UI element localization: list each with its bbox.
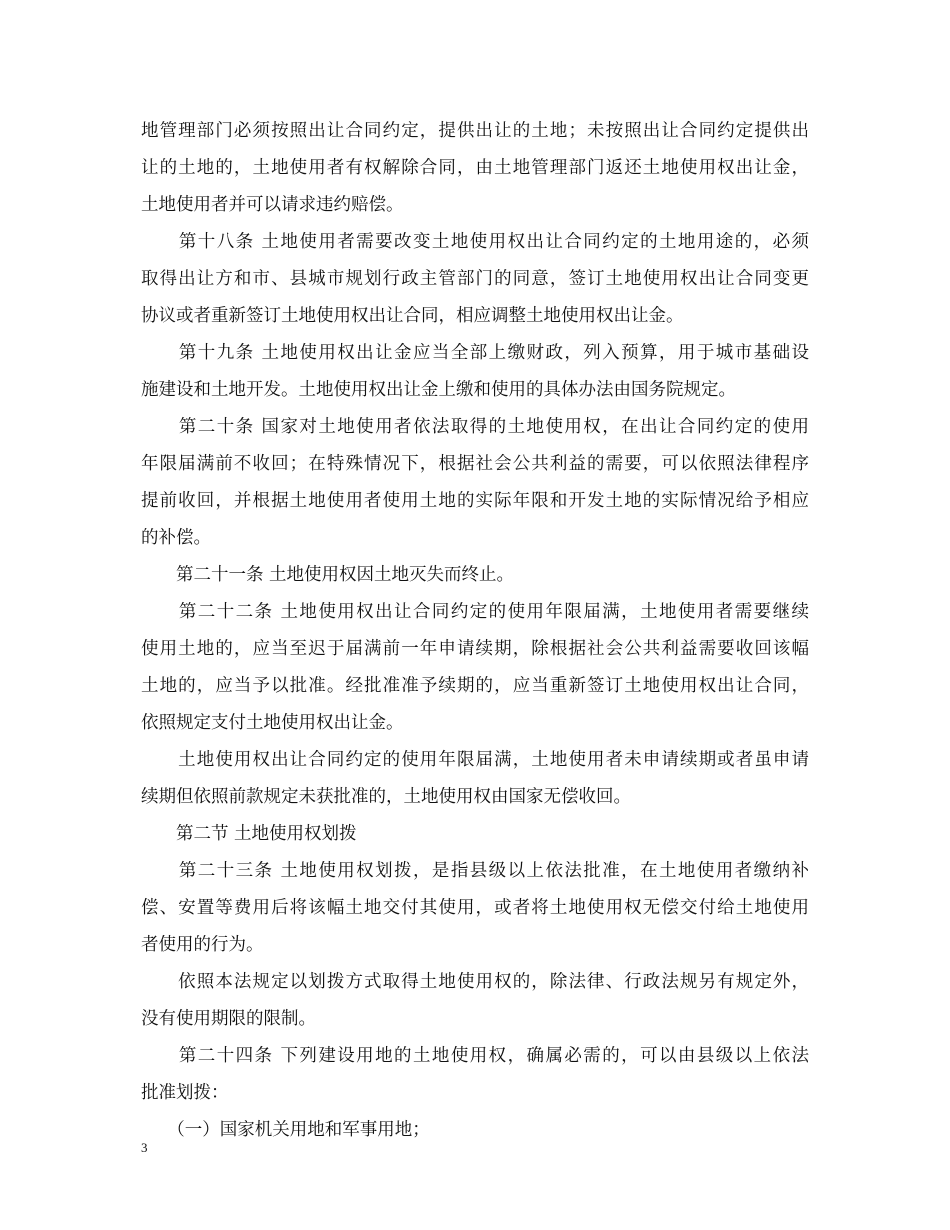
text-line: 使用土地的，应当至迟于届满前一年申请续期，除根据社会公共利益需要收回该幅 bbox=[141, 639, 809, 659]
text-line: 第二十三条 土地使用权划拨，是指县级以上依法批准，在土地使用者缴纳补 bbox=[141, 861, 809, 881]
text-line: 续期但依照前款规定未获批准的，土地使用权由国家无偿收回。 bbox=[141, 787, 631, 807]
text-line: 第二十二条 土地使用权出让合同约定的使用年限届满，土地使用者需要继续 bbox=[141, 602, 809, 622]
text-line: 第十九条 土地使用权出让金应当全部上缴财政，列入预算，用于城市基础设 bbox=[141, 343, 809, 363]
text-line: 土地使用权出让合同约定的使用年限届满，土地使用者未申请续期或者虽申请 bbox=[141, 750, 809, 770]
text-line: 协议或者重新签订土地使用权出让合同，相应调整土地使用权出让金。 bbox=[141, 306, 684, 326]
text-line: 土地的，应当予以批准。经批准准予续期的，应当重新签订土地使用权出让合同， bbox=[141, 676, 809, 696]
list-item: （一）国家机关用地和军事用地； bbox=[141, 1120, 430, 1140]
text-line: 土地使用者并可以请求违约赔偿。 bbox=[141, 195, 404, 215]
text-line: 者使用的行为。 bbox=[141, 935, 264, 955]
text-line: 让的土地的，土地使用者有权解除合同，由土地管理部门返还土地使用权出让金， bbox=[141, 158, 809, 178]
text-line: 没有使用期限的限制。 bbox=[141, 1009, 316, 1029]
text-line: 依照规定支付土地使用权出让金。 bbox=[141, 713, 404, 733]
section-heading: 第二节 土地使用权划拨 bbox=[141, 824, 357, 844]
text-line: 偿、安置等费用后将该幅土地交付其使用，或者将土地使用权无偿交付给土地使用 bbox=[141, 898, 809, 918]
text-line: 第十八条 土地使用者需要改变土地使用权出让合同约定的土地用途的，必须 bbox=[141, 232, 809, 252]
text-line: 取得出让方和市、县城市规划行政主管部门的同意，签订土地使用权出让合同变更 bbox=[141, 269, 809, 289]
text-line: 第二十四条 下列建设用地的土地使用权，确属必需的，可以由县级以上依法 bbox=[141, 1046, 809, 1066]
text-line: 施建设和土地开发。土地使用权出让金上缴和使用的具体办法由国务院规定。 bbox=[141, 380, 736, 400]
text-line: 年限届满前不收回；在特殊情况下，根据社会公共利益的需要，可以依照法律程序 bbox=[141, 454, 809, 474]
text-line: 第二十条 国家对土地使用者依法取得的土地使用权，在出让合同约定的使用 bbox=[141, 417, 809, 437]
text-line: 地管理部门必须按照出让合同约定，提供出让的土地；未按照出让合同约定提供出 bbox=[141, 121, 809, 141]
text-line: 批准划拨： bbox=[141, 1083, 229, 1103]
text-line: 的补偿。 bbox=[141, 528, 211, 548]
page-number: 3 bbox=[141, 1140, 148, 1155]
text-line: 依照本法规定以划拨方式取得土地使用权的，除法律、行政法规另有规定外， bbox=[141, 972, 809, 992]
text-line: 第二十一条 土地使用权因土地灭失而终止。 bbox=[141, 565, 515, 585]
text-line: 提前收回，并根据土地使用者使用土地的实际年限和开发土地的实际情况给予相应 bbox=[141, 491, 809, 511]
